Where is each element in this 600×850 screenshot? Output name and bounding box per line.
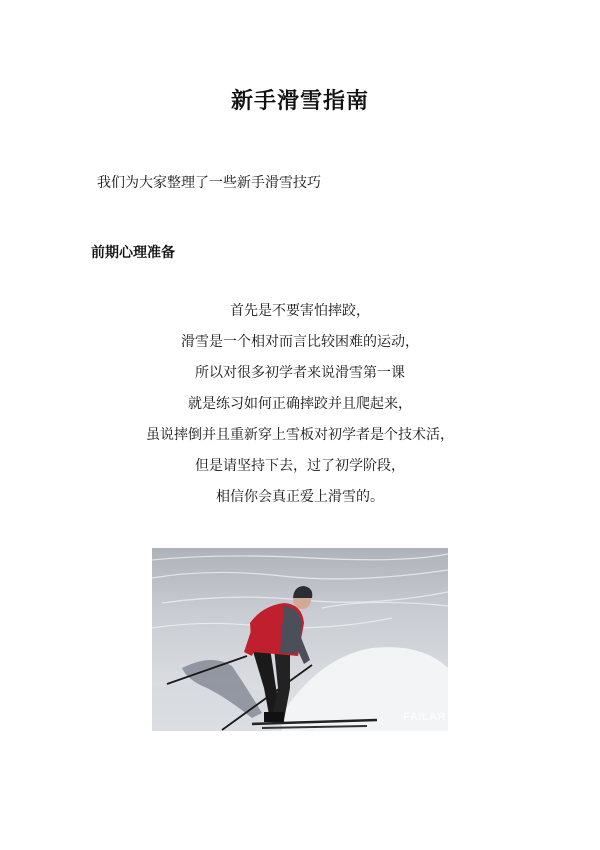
skier-illustration: [152, 548, 448, 731]
body-line: 首先是不要害怕摔跤，: [230, 303, 370, 319]
body-line: 所以对很多初学者来说滑雪第一课: [195, 365, 405, 381]
skier-photo: [152, 548, 448, 731]
photo-watermark: FAILAR: [403, 711, 446, 723]
body-line: 但是请坚持下去，过了初学阶段，: [195, 458, 405, 474]
page-title: 新手滑雪指南: [230, 89, 369, 114]
section-heading: 前期心理准备: [91, 245, 175, 261]
body-line: 虽说摔倒并且重新穿上雪板对初学者是个技术活，: [146, 427, 454, 443]
body-line: 相信你会真正爱上滑雪的。: [216, 489, 384, 505]
intro-text: 我们为大家整理了一些新手滑雪技巧: [97, 175, 321, 191]
skier-boot: [264, 712, 284, 722]
body-line: 滑雪是一个相对而言比较困难的运动，: [181, 334, 419, 350]
body-lines: [0, 296, 600, 513]
body-line: 就是练习如何正确摔跤并且爬起来，: [188, 396, 412, 412]
